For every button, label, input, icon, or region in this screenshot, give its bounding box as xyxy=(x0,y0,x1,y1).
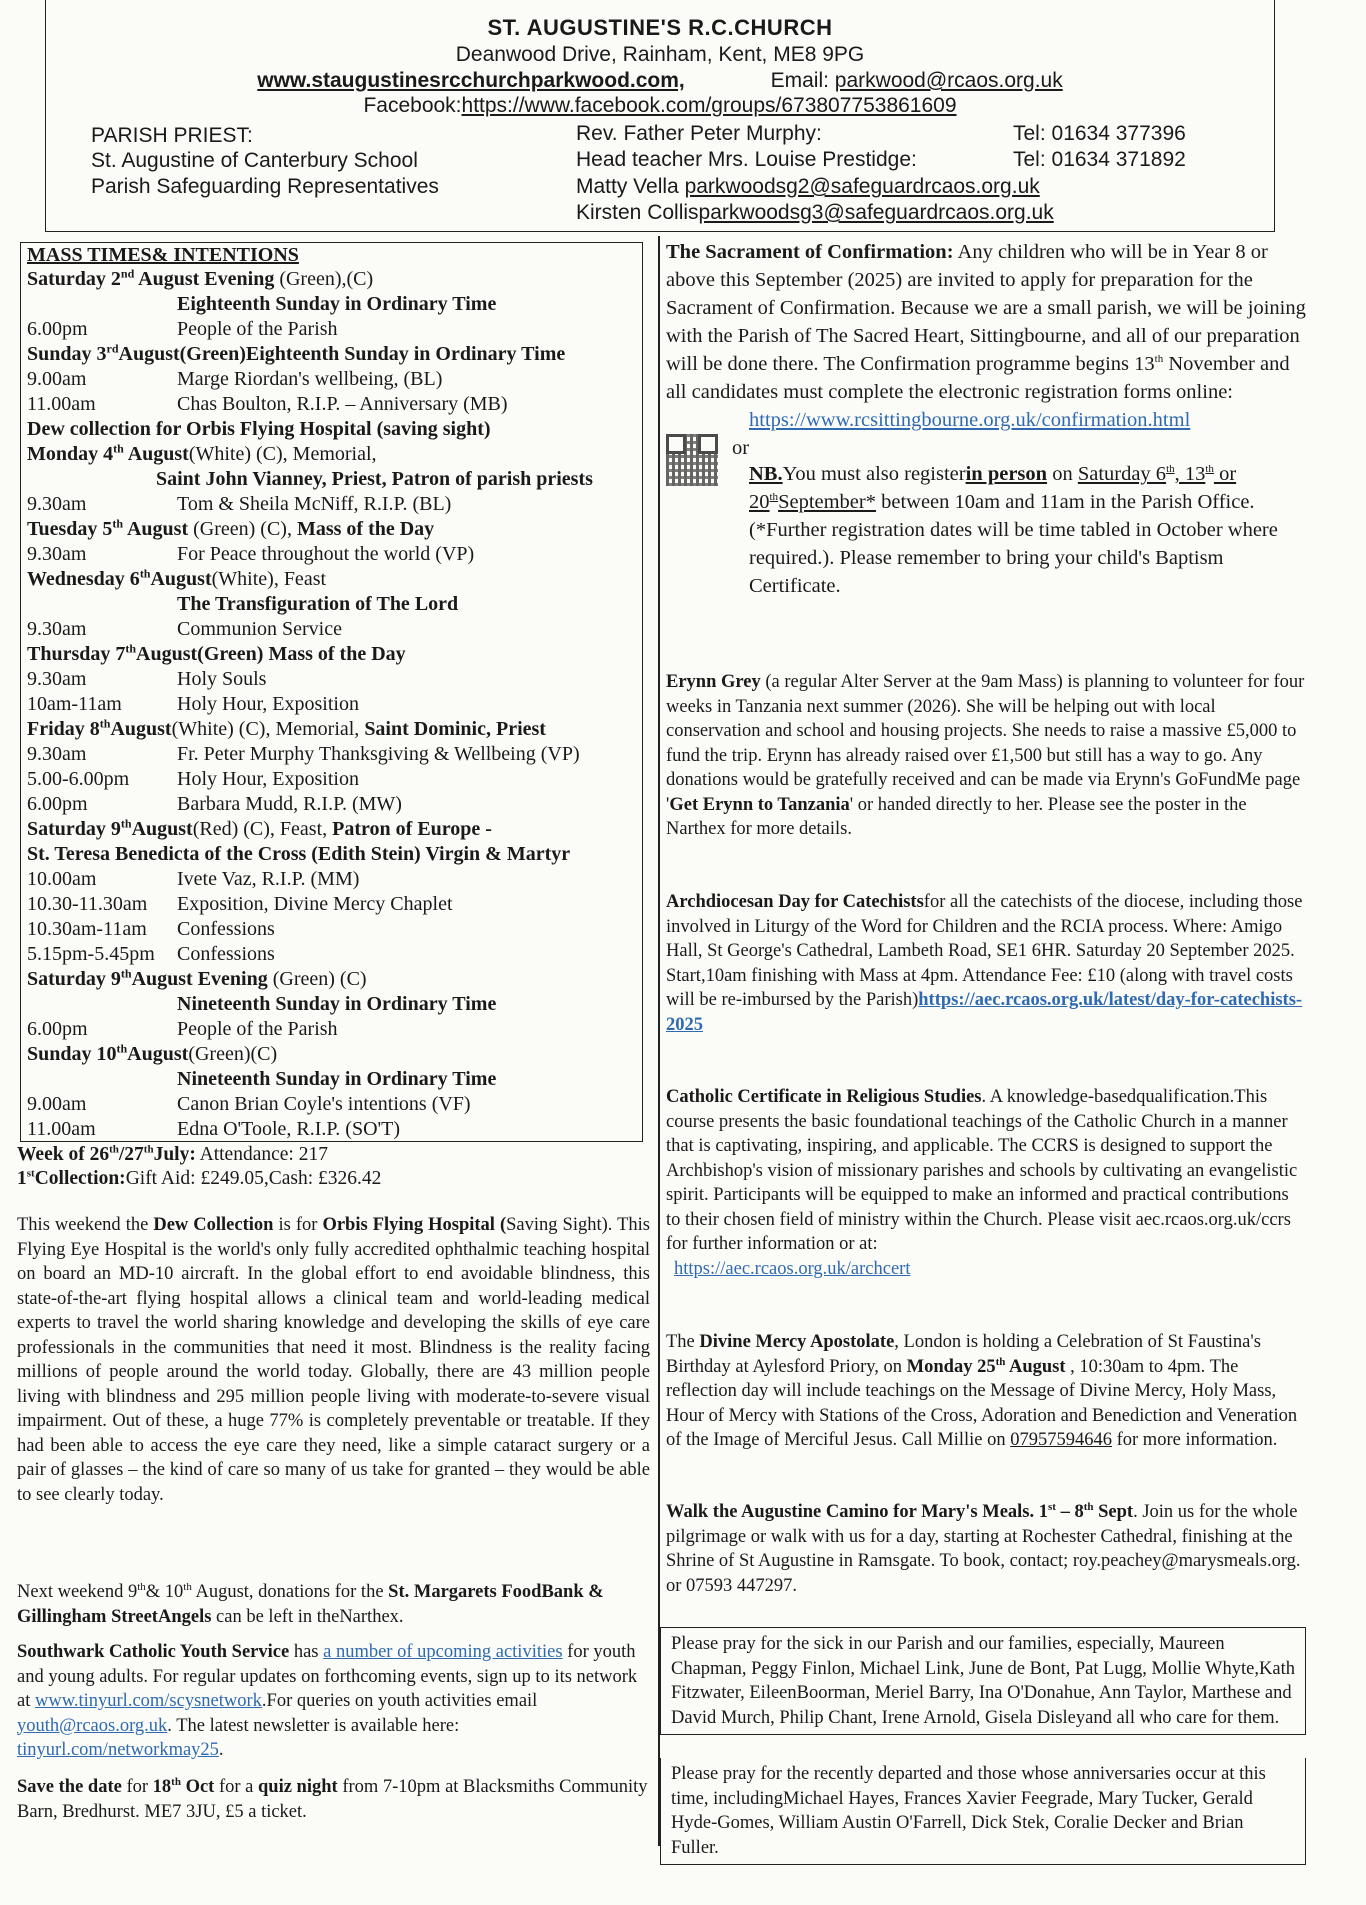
priest-tel: Tel: 01634 377396 xyxy=(1013,122,1186,145)
web-email-line xyxy=(46,68,1274,94)
safeguarding-rep-2 xyxy=(576,200,1054,226)
sup: th xyxy=(171,1775,181,1788)
sup: th xyxy=(1166,463,1175,476)
bold: Sept xyxy=(1093,1502,1134,1522)
mass-time: 6.00pm xyxy=(27,318,88,340)
mass-time: 10.30am-11am xyxy=(27,918,147,940)
confirmation-notice xyxy=(666,238,1306,600)
mass-time: 9.30am xyxy=(27,493,87,515)
ccrs-notice xyxy=(666,1085,1306,1281)
day-sup: rd xyxy=(106,341,119,356)
day-feast: Saint Dominic, Priest xyxy=(364,718,546,740)
day-label: Saturday 9 xyxy=(27,818,121,840)
mass-time: 5.15pm-5.45pm xyxy=(27,943,155,965)
bold: Dew Collection xyxy=(153,1215,274,1235)
collection-values: Gift Aid: £249.05,Cash: £326.42 xyxy=(125,1168,382,1189)
sup: th xyxy=(995,1355,1006,1368)
mass-time: 11.00am xyxy=(27,1118,96,1140)
mass-time: 9.30am xyxy=(27,618,87,640)
mass-time: 10.30-11.30am xyxy=(27,893,148,915)
bold: Orbis Flying Hospital ( xyxy=(322,1215,507,1235)
catechists-paragraph xyxy=(666,890,1306,1037)
bold: 18 xyxy=(152,1777,172,1797)
text: for more information. xyxy=(1111,1430,1278,1450)
mass-times-box xyxy=(20,242,643,1142)
catechists-link[interactable]: https://aec.rcaos.org.uk/latest/day-for-catechists-2025 xyxy=(666,990,1303,1035)
text: for youth and young adults. For regular updates on forthcoming events, sign up to its network at xyxy=(17,1642,638,1711)
mass-time: 11.00am xyxy=(27,393,96,415)
mass-day-tue5 xyxy=(27,517,434,541)
text: , 13 xyxy=(1174,463,1206,485)
bold: Erynn Grey xyxy=(666,672,761,692)
divine-mercy-paragraph xyxy=(666,1330,1306,1453)
day-feast: Mass of the Day xyxy=(296,518,435,540)
mass-intention: Fr. Peter Murphy Thanksgiving & Wellbeing (VP) xyxy=(177,743,580,765)
mass-intention: Ivete Vaz, R.I.P. (MM) xyxy=(177,868,360,890)
sup: st xyxy=(1048,1500,1056,1513)
dew-paragraph xyxy=(17,1213,650,1507)
day-label-2: August xyxy=(127,1043,189,1065)
sup: th xyxy=(1205,463,1214,476)
day-detail: (Green) (C) xyxy=(267,968,367,990)
erynn-notice xyxy=(666,670,1306,842)
day-label-2: August xyxy=(110,718,172,740)
day-label-2: August xyxy=(123,518,189,540)
day-detail: (Green) (C), xyxy=(188,518,297,540)
day-label: Monday 4 xyxy=(27,443,114,465)
facebook-link[interactable]: https://www.facebook.com/groups/673807753861609 xyxy=(461,94,957,117)
mass-intention: Holy Hour, Exposition xyxy=(177,768,359,790)
week-label-3: July: xyxy=(153,1144,196,1165)
week-label-2: /27 xyxy=(118,1144,144,1165)
mass-intention: People of the Parish xyxy=(177,318,338,340)
mass-intention: Confessions xyxy=(177,918,275,940)
text: Next weekend 9 xyxy=(17,1582,138,1602)
day-label-2: August(Green) Mass of the Day xyxy=(136,643,406,665)
coll-label: 1 xyxy=(17,1168,27,1189)
mass-heading-text: MASS TIMES& INTENTIONS xyxy=(27,244,299,266)
mass-day-fri8 xyxy=(27,717,546,741)
day-sup: th xyxy=(116,1041,128,1056)
bold: Southwark Catholic Youth Service xyxy=(17,1642,290,1662)
mass-intention: Chas Boulton, R.I.P. – Anniversary (MB) xyxy=(177,393,508,415)
mass-time: 6.00pm xyxy=(27,1018,88,1040)
youth-email-link[interactable]: youth@rcaos.org.uk xyxy=(17,1715,168,1736)
text: . The latest newsletter is available here: xyxy=(167,1715,460,1736)
bold: Monday 25 xyxy=(906,1356,996,1377)
day-detail: (Red) (C), Feast, xyxy=(192,818,333,840)
bold: Catholic Certificate in Religious Studies xyxy=(666,1087,982,1107)
rep-1-name: Matty Vella xyxy=(576,175,685,198)
priest-role: PARISH PRIEST: xyxy=(91,124,253,147)
sup: th xyxy=(183,1580,192,1593)
week-label: Week of 26 xyxy=(17,1144,110,1165)
nb-line xyxy=(666,460,1306,600)
qr-code-icon xyxy=(666,434,718,486)
day-label: Saturday 2 xyxy=(27,268,121,290)
confirmation-paragraph xyxy=(666,238,1306,406)
mass-time: 6.00pm xyxy=(27,793,88,815)
school-role: St. Augustine of Canterbury School xyxy=(91,149,418,172)
day-label: Saturday 9 xyxy=(27,968,121,990)
mass-feast-transfiguration: The Transfiguration of The Lord xyxy=(177,593,459,615)
text: between 10am and 11am in the Parish Office.(*Further registration dates will be time tabled in October where required.). Please remember to bring your child's Baptism Certificate. xyxy=(749,491,1278,597)
ccrs-link[interactable]: https://aec.rcaos.org.uk/archcert xyxy=(674,1258,911,1279)
quiz-night-notice xyxy=(17,1775,650,1824)
text: on xyxy=(1047,463,1078,485)
mass-intention: Edna O'Toole, R.I.P. (SO'T) xyxy=(177,1118,401,1140)
mass-intention: Holy Souls xyxy=(177,668,267,690)
text: & 10 xyxy=(145,1582,184,1602)
day-detail: (Green)(C) xyxy=(188,1043,278,1065)
mass-intention: Tom & Sheila McNiff, R.I.P. (BL) xyxy=(177,493,452,515)
mass-intention: Barbara Mudd, R.I.P. (MW) xyxy=(177,793,402,815)
day-label-2: August xyxy=(131,818,193,840)
mass-intention: Exposition, Divine Mercy Chaplet xyxy=(177,893,453,915)
day-label: Thursday 7 xyxy=(27,643,126,665)
text: Any children who will be in Year 8 or above this September (2025) are invited to apply for preparation for the Sacrament of Confirmation. Because we are a small parish, we will be joining with the Parish of The Sacred Heart, Sittingbourne, and all of our preparation will be done there. The Confirmation programme begins 13 xyxy=(666,241,1306,375)
day-sup: th xyxy=(113,441,124,456)
email-link[interactable]: parkwood@rcaos.org.uk xyxy=(834,69,1063,92)
newsletter-link[interactable]: tinyurl.com/networkmay25 xyxy=(17,1740,219,1760)
safeguarding-rep-1 xyxy=(576,174,1040,200)
text: . A knowledge-basedqualification.This course presents the basic foundational teachings of the Catholic Church in a manner that is captivating, inspiring, and applicable. The CCRS is designed to support the Archbishop's vision of missionary parishes and schools by cultivating an evangelistic spirit. Participants will be equipped to make an informed and practical contributions to their chosen field of ministry within the Church. Please visit aec.rcaos.org.uk/ccrs for further information or at: xyxy=(666,1087,1298,1254)
collection-line xyxy=(17,1167,650,1191)
day-sup: th xyxy=(99,716,111,731)
mass-feast-benedicta: St. Teresa Benedicta of the Cross (Edith Stein) Virgin & Martyr xyxy=(27,843,571,865)
departed-list: Please pray for the recently departed and those whose anniversaries occur at this time, includingMichael Hayes, Frances Xavier Feegrade, Mary Tucker, Gerald Hyde-Gomes, William Austin O'Farrell, Dick Stek, Coralie Decker and Brian Fuller. xyxy=(671,1764,1266,1858)
youth-paragraph xyxy=(17,1640,650,1763)
email-label: Email: xyxy=(770,69,829,92)
mass-time: 9.30am xyxy=(27,743,87,765)
day-detail: (White) (C), Memorial, xyxy=(171,718,365,740)
mass-feast-sunday19-b: Nineteenth Sunday in Ordinary Time xyxy=(177,1068,497,1090)
mass-day-mon4 xyxy=(27,442,377,466)
mass-time: 9.00am xyxy=(27,368,87,390)
text: You must also register xyxy=(782,463,966,485)
facebook-line xyxy=(46,93,1274,119)
bold: in person xyxy=(965,463,1048,485)
confirmation-link-line xyxy=(666,406,1306,434)
day-detail: (White) (C), Memorial, xyxy=(188,443,377,465)
sup: th xyxy=(769,491,779,504)
day-label: Tuesday 5 xyxy=(27,518,113,540)
day-sup: th xyxy=(125,641,137,656)
camino-notice xyxy=(666,1500,1306,1598)
bold: – 8 xyxy=(1055,1502,1084,1522)
text: for a xyxy=(214,1777,258,1797)
mass-feast-sunday18: Eighteenth Sunday in Ordinary Time xyxy=(177,293,497,315)
bold: Get Erynn to Tanzania xyxy=(669,794,850,815)
coll-label-2: Collection: xyxy=(34,1168,126,1189)
mass-intention: Canon Brian Coyle's intentions (VF) xyxy=(177,1093,471,1115)
sup: th xyxy=(143,1143,154,1156)
bold: The Sacrament of Confirmation: xyxy=(666,241,954,263)
text: Saturday 6 xyxy=(1077,463,1167,485)
text: can be left in theNarthex. xyxy=(211,1606,404,1627)
bold: Walk the Augustine Camino for Mary's Meals. 1 xyxy=(666,1502,1048,1522)
day-sup: th xyxy=(120,816,132,831)
bold: Oct xyxy=(180,1777,215,1797)
text: (a regular Alter Server at the 9am Mass) is planning to volunteer for four weeks in Tanzania next summer (2026). She will be helping out with local conservation and school and housing projects. She needs to raise a massive £5,000 to fund the trip. Erynn has already raised over £1,500 but still has a way to go. Any donations would be gratefully received and can be made via Erynn's GoFundMe page ' xyxy=(666,672,1305,815)
school-head: Head teacher Mrs. Louise Prestidge: xyxy=(576,148,917,171)
website-link[interactable]: www.staugustinesrcchurchparkwood.com, xyxy=(257,69,685,92)
text: , 10:30am to 4pm. The reflection day will include teachings on the Message of Divine Mercy, Holy Mass, Hour of Mercy with Stations of the Cross, Adoration and Benediction and Veneration of the Image of Merciful Jesus. Call Millie on xyxy=(666,1356,1298,1450)
rep-2-name: Kirsten Collis xyxy=(576,201,699,224)
text: has xyxy=(289,1642,324,1662)
mass-day-wed6 xyxy=(27,567,326,591)
day-detail: (Green),(C) xyxy=(274,268,374,290)
bold: August xyxy=(1005,1356,1066,1377)
sup: th xyxy=(137,1580,146,1593)
foodbank-paragraph xyxy=(17,1580,650,1629)
mass-intention: Confessions xyxy=(177,943,275,965)
scys-network-link[interactable]: www.tinyurl.com/scysnetwork xyxy=(34,1691,262,1711)
dew-collection-notice xyxy=(17,1213,650,1507)
text: from 7-10pm at Blacksmiths Community Barn, Bredhurst. ME7 3JU, £5 a ticket. xyxy=(17,1777,648,1822)
day-feast: Patron of Europe - xyxy=(332,818,492,840)
attendance-value: Attendance: 217 xyxy=(195,1144,328,1165)
day-sup: th xyxy=(112,516,124,531)
mass-feast-sunday19: Nineteenth Sunday in Ordinary Time xyxy=(177,993,497,1015)
sup: th xyxy=(109,1143,119,1156)
day-label-2: August(Green)Eighteenth Sunday in Ordinary Time xyxy=(118,343,566,365)
text: September* xyxy=(778,491,876,513)
sup: st xyxy=(26,1167,35,1180)
text: Saving Sight). This Flying Eye Hospital is the world's only fully accredited ophthalmic teaching hospital on board an MD-10 aircraft. In the global effort to end avoidable blindness, this state-of-the-art flying hospital allows a clinical team and world-leading medical experts to travel the world sharing knowledge and developing the skills of eye care professionals in the communities that need it most. Blindness is the reality facing millions of people around the world today. Globally, there are 43 million people living with blindness and 295 million people living with moderate-to-severe visual impairment. Out of these, a huge 77% is completely preventable or treatable. If they had been able to access the eye care they need, like a simple cataract surgery or a pair of glasses – the kind of care so many of us take for granted – they would be able to see clearly today. xyxy=(17,1215,650,1505)
day-label-2: August Evening xyxy=(131,968,268,990)
text: ' or handed directly to her. Please see the poster in the Narthex for more details. xyxy=(666,794,1247,839)
day-label-2: August Evening xyxy=(134,268,275,290)
day-sup: th xyxy=(139,566,151,581)
day-sup: nd xyxy=(120,266,135,281)
mass-intention: Holy Hour, Exposition xyxy=(177,693,359,715)
ccrs-link-line xyxy=(666,1257,1306,1282)
mass-intention: Communion Service xyxy=(177,618,342,640)
text: for all the catechists of the diocese, including those involved in Liturgy of the Word for Children and the RCIA process. Where: Amigo Hall, St George's Cathedral, Lambeth Road, SE1 6HR. Saturday 20 September 2025. Start,10am finishing with Mass at 4pm. Attendance Fee: £10 (along with travel costs will be re-imbursed by the Parish) xyxy=(666,892,1303,1010)
foodbank-notice xyxy=(17,1580,650,1629)
sick-prayer-box xyxy=(660,1627,1306,1735)
mass-day-sat9-evening xyxy=(27,967,367,991)
mass-time: 10am-11am xyxy=(27,693,122,715)
catechists-notice xyxy=(666,890,1306,1037)
collection-summary xyxy=(17,1143,650,1191)
sup: th xyxy=(1083,1500,1094,1513)
safeguarding-role: Parish Safeguarding Representatives xyxy=(91,175,439,198)
confirmation-link[interactable]: https://www.rcsittingbourne.org.uk/confirmation.html xyxy=(749,409,1191,431)
mass-time: 9.30am xyxy=(27,668,87,690)
text: .For queries on youth activities email xyxy=(261,1691,538,1711)
camino-paragraph xyxy=(666,1500,1306,1598)
school-tel: Tel: 01634 371892 xyxy=(1013,148,1186,171)
mass-heading xyxy=(27,243,299,267)
text: for xyxy=(121,1777,153,1797)
mass-time: 10.00am xyxy=(27,868,97,890)
mass-day-sat2 xyxy=(27,267,373,291)
text: November and all candidates must complete the electronic registration forms online: xyxy=(666,353,1290,403)
mass-time: 9.00am xyxy=(27,1093,87,1115)
text: . Join us for the whole pilgrimage or walk with us for a day, starting at Rochester Cathedral, finishing at the Shrine of St Augustine in Ramsgate. To book, contact; roy.peachey@marysmeals.org. or 07593 447297. xyxy=(666,1502,1301,1596)
column-divider xyxy=(658,236,660,1846)
priest-name: Rev. Father Peter Murphy: xyxy=(576,122,822,145)
bold: Divine Mercy Apostolate xyxy=(699,1332,895,1352)
text: , London is holding a Celebration of St Faustina's Birthday at Aylesford Priory, on xyxy=(666,1332,1261,1377)
day-label: Friday 8 xyxy=(27,718,100,740)
day-label-2: August xyxy=(150,568,212,590)
church-header xyxy=(45,0,1275,232)
text: . xyxy=(218,1740,224,1760)
mass-intention: For Peace throughout the world (VP) xyxy=(177,543,475,565)
mass-day-sun10 xyxy=(27,1042,277,1066)
bold: St. Margarets FoodBank & Gillingham StreetAngels xyxy=(17,1582,604,1627)
mass-intention: People of the Parish xyxy=(177,1018,338,1040)
mass-day-sat9 xyxy=(27,817,492,841)
erynn-paragraph xyxy=(666,670,1306,842)
bold: Archdiocesan Day for Catechists xyxy=(666,892,924,912)
activities-link[interactable]: a number of upcoming activities xyxy=(323,1642,563,1662)
mass-feast-vianney: Saint John Vianney, Priest, Patron of parish priests xyxy=(156,468,593,490)
mass-dew-note: Dew collection for Orbis Flying Hospital (saving sight) xyxy=(27,418,491,440)
mass-time: 9.30am xyxy=(27,543,87,565)
text: or 20 xyxy=(749,463,1237,513)
youth-service-notice xyxy=(17,1640,650,1763)
phone-link[interactable]: 07957594646 xyxy=(1010,1430,1112,1450)
bold: quiz night xyxy=(258,1777,338,1797)
text: or xyxy=(732,437,750,459)
text: August, donations for the xyxy=(191,1582,389,1602)
text: This weekend the xyxy=(17,1215,154,1235)
text: is for xyxy=(273,1215,323,1235)
mass-day-thu7 xyxy=(27,642,406,666)
mass-intention: Marge Riordan's wellbeing, (BL) xyxy=(177,368,443,390)
text: The xyxy=(666,1332,700,1352)
rep-1-email[interactable]: parkwoodsg2@safeguardrcaos.org.uk xyxy=(684,175,1040,198)
facebook-label: Facebook: xyxy=(363,94,462,117)
bold: Save the date xyxy=(17,1777,122,1797)
day-sup: th xyxy=(120,966,132,981)
day-label: Sunday 10 xyxy=(27,1043,117,1065)
day-label: Sunday 3 xyxy=(27,343,107,365)
rep-2-email[interactable]: parkwoodsg3@safeguardrcaos.org.uk xyxy=(698,201,1054,224)
church-address: Deanwood Drive, Rainham, Kent, ME8 9PG xyxy=(455,43,865,66)
quiz-paragraph xyxy=(17,1775,650,1824)
mass-time: 5.00-6.00pm xyxy=(27,768,130,790)
mass-day-sun3 xyxy=(27,342,565,366)
day-label: Wednesday 6 xyxy=(27,568,140,590)
church-name: ST. AUGUSTINE'S R.C.CHURCH xyxy=(487,15,833,40)
divine-mercy-notice xyxy=(666,1330,1306,1453)
ccrs-paragraph xyxy=(666,1085,1306,1257)
bold: NB. xyxy=(749,463,783,485)
departed-prayer-box xyxy=(660,1758,1306,1865)
day-detail: (White), Feast xyxy=(211,568,327,590)
sup: th xyxy=(1154,353,1164,366)
sick-list: Please pray for the sick in our Parish and our families, especially, Maureen Chapman, Peggy Finlon, Michael Link, June de Bont, Pat Lugg, Mollie Whyte,Kath Fitzwater, EileenBoorman, Meriel Barry, Ina O'Donahue, Ann Taylor, Marthese and David Murch, Philip Chant, Irene Arnold, Gisela Disleyand all who care for them. xyxy=(671,1634,1295,1728)
day-label-2: August xyxy=(123,443,189,465)
attendance-line xyxy=(17,1143,650,1167)
